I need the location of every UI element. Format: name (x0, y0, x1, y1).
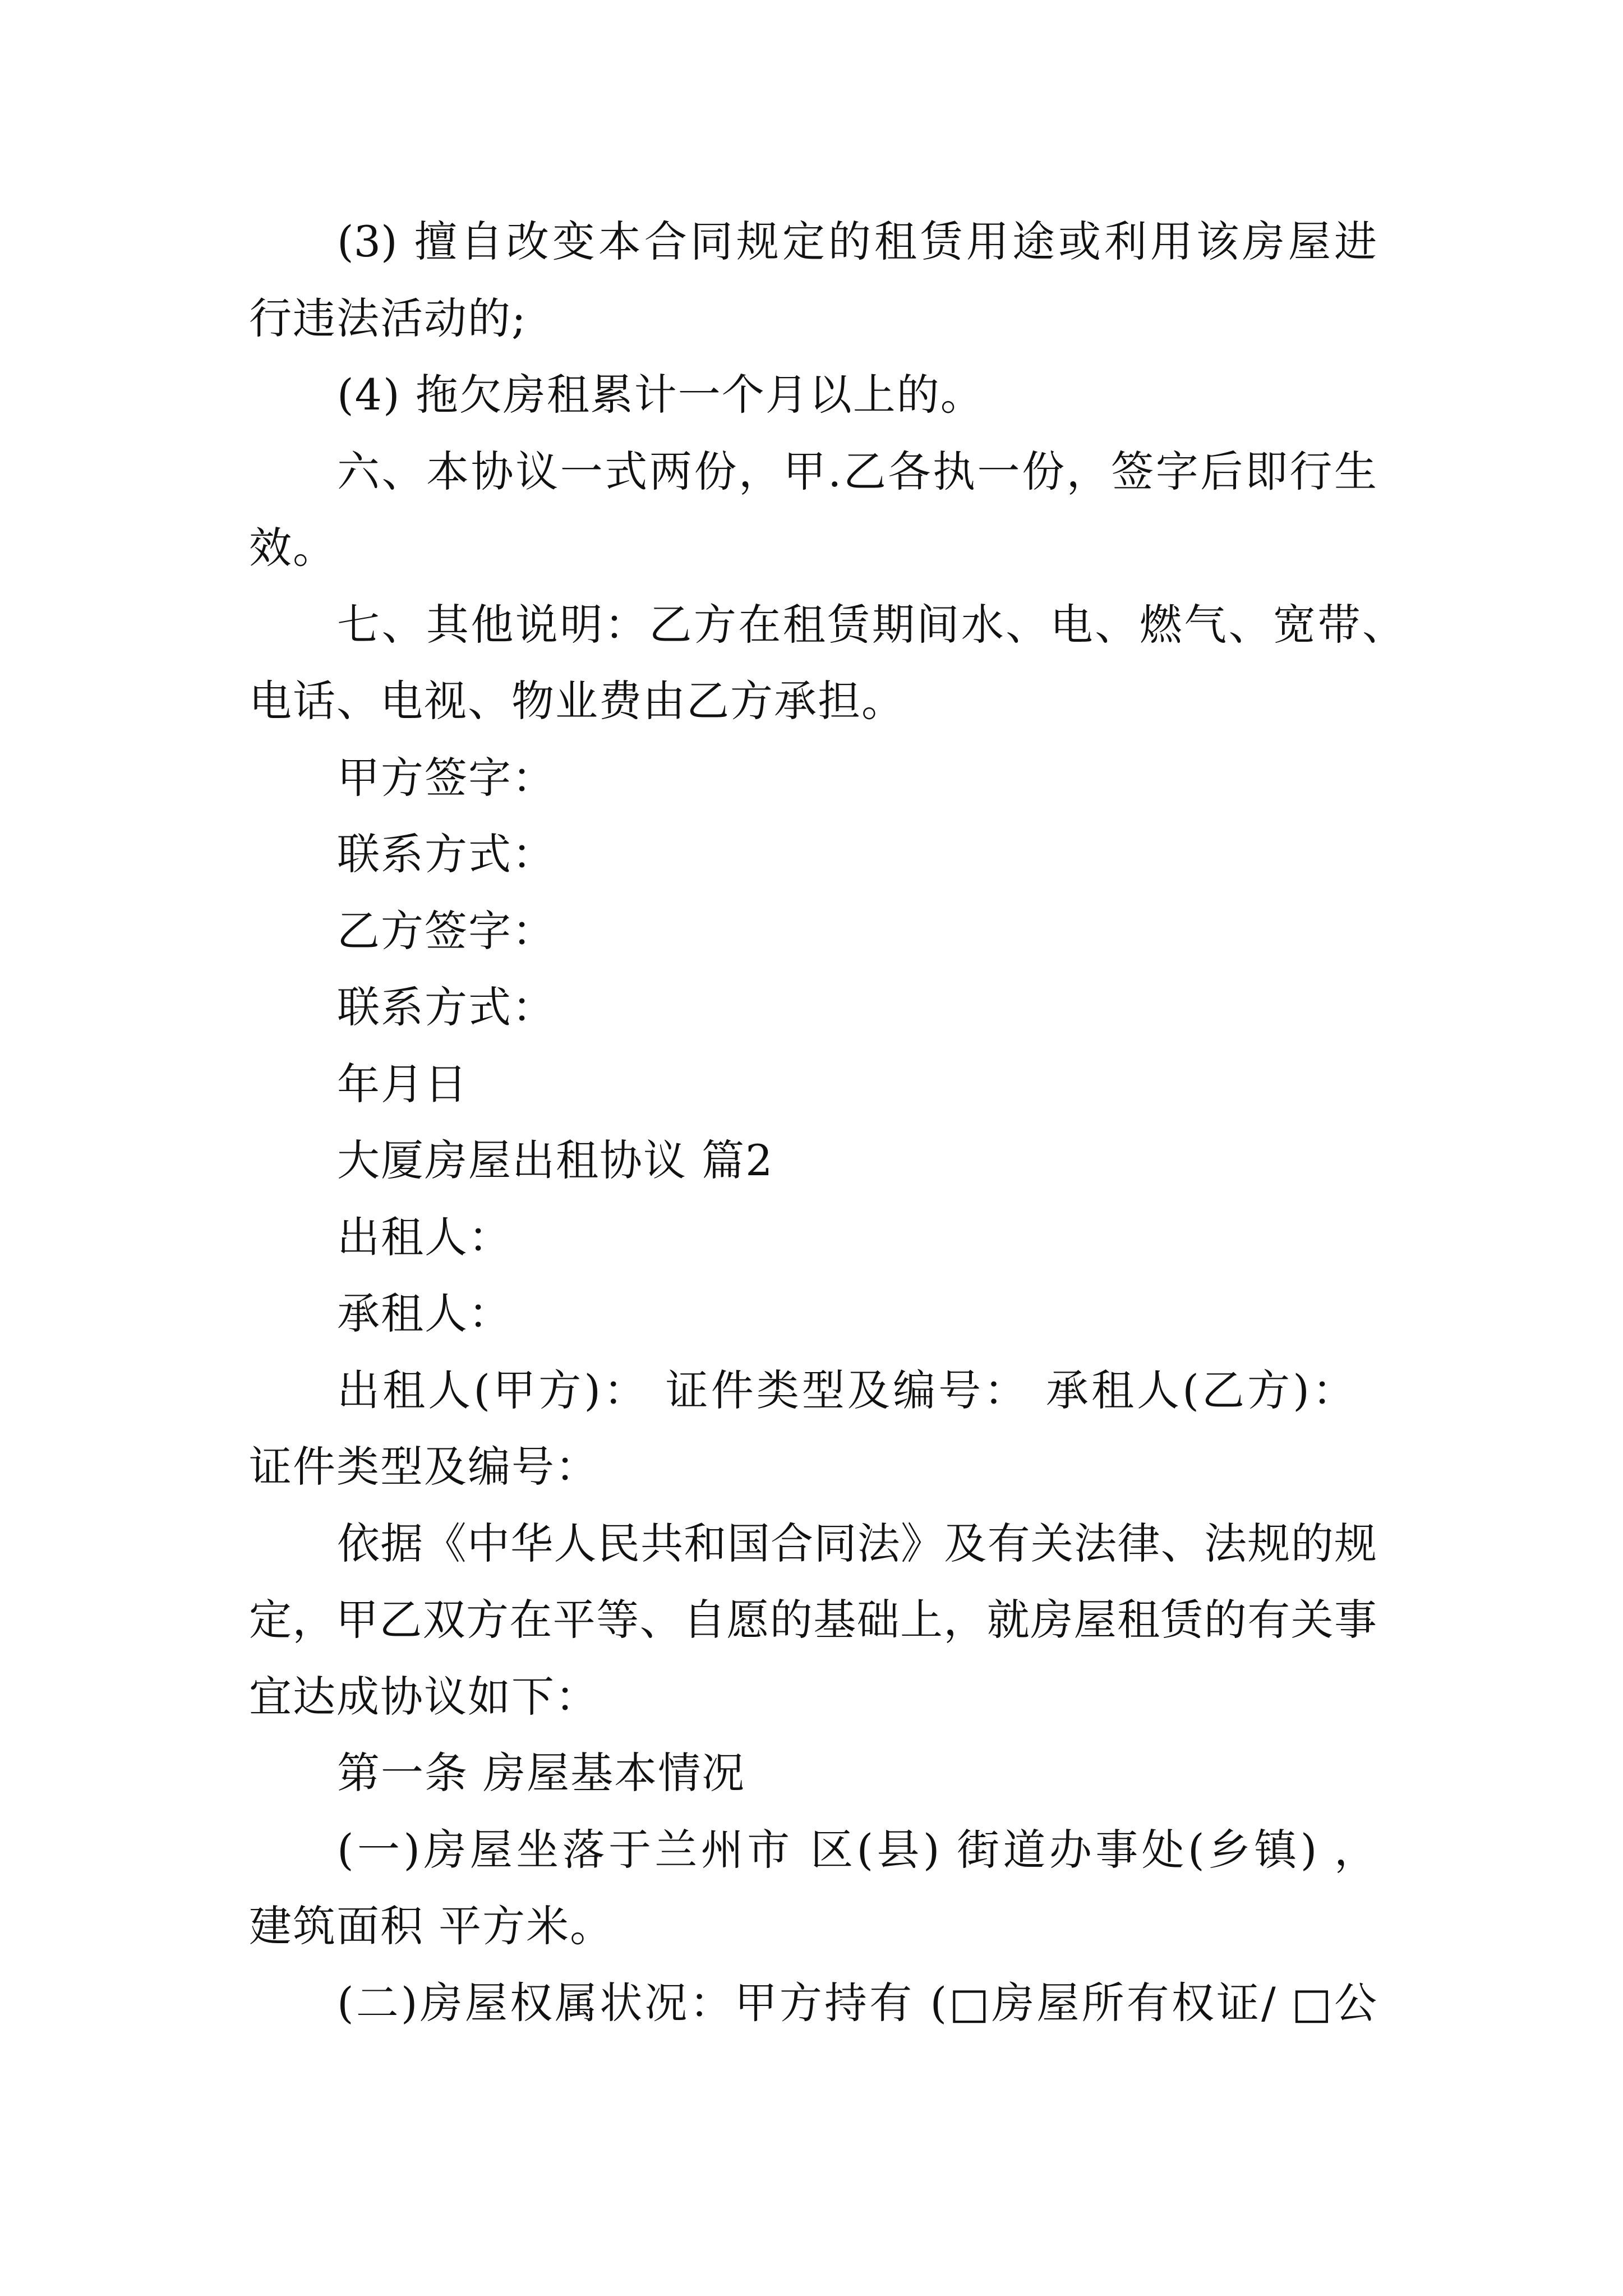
text-line: 联系方式： (337, 829, 556, 879)
text-line: (二)房屋权属状况：甲方持有 (□房屋所有权证/ □公 (337, 1977, 1377, 2028)
party-id-info (249, 1352, 1623, 1506)
text-line: 定，甲乙双方在平等、自愿的基础上，就房屋租赁的有关事 (249, 1595, 1377, 1645)
text-line: 效。 (249, 523, 336, 573)
text-line: 宜达成协议如下： (249, 1671, 599, 1722)
clause-six (249, 434, 1623, 587)
clause-item-3 (249, 204, 1623, 357)
article-one-heading (249, 1735, 1623, 1812)
text-line: 年月日 (337, 1059, 468, 1109)
clause-item-4 (249, 357, 1623, 434)
text-line: 七、其他说明：乙方在租赁期间水、电、燃气、宽带、 (337, 599, 1405, 650)
text-line: 电话、电视、物业费由乙方承担。 (249, 676, 905, 726)
property-ownership-clause (249, 1965, 1623, 2042)
text-line: 建筑面积 平方米。 (249, 1901, 614, 1951)
lessee-label (249, 1276, 1623, 1352)
text-line: 甲方签字： (337, 752, 556, 803)
text-line: 第一条 房屋基本情况 (337, 1748, 746, 1798)
text-line: 出租人： (337, 1212, 512, 1262)
text-line: 六、本协议一式两份，甲.乙各执一份，签字后即行生 (337, 446, 1377, 496)
lessor-label (249, 1199, 1623, 1276)
text-line: 联系方式： (337, 982, 556, 1032)
text-line: (4) 拖欠房租累计一个月以上的。 (337, 370, 984, 420)
section-title (249, 1122, 1623, 1199)
party-a-signature-label (249, 740, 1623, 817)
text-line: 乙方签字： (337, 905, 556, 956)
text-line: 承租人： (337, 1289, 512, 1338)
party-b-signature-label (249, 893, 1623, 970)
text-line: (一)房屋坐落于兰州市 区(县) 街道办事处(乡镇) ， (337, 1824, 1377, 1875)
party-a-contact-label (249, 816, 1623, 893)
text-line: 出租人(甲方)： 证件类型及编号： 承租人(乙方)： (337, 1365, 1355, 1415)
text-line: 大厦房屋出租协议 篇2 (337, 1135, 774, 1185)
property-location-clause (249, 1812, 1623, 1965)
party-b-contact-label (249, 969, 1623, 1046)
date-label (249, 1046, 1623, 1123)
preamble-paragraph (249, 1506, 1623, 1736)
clause-seven (249, 587, 1623, 740)
text-line: 依据《中华人民共和国合同法》及有关法律、法规的规 (337, 1518, 1377, 1568)
text-line: 证件类型及编号： (249, 1442, 599, 1492)
text-line: (3) 擅自改变本合同规定的租赁用途或利用该房屋进 (337, 217, 1377, 266)
text-line: 行违法活动的; (249, 293, 527, 343)
